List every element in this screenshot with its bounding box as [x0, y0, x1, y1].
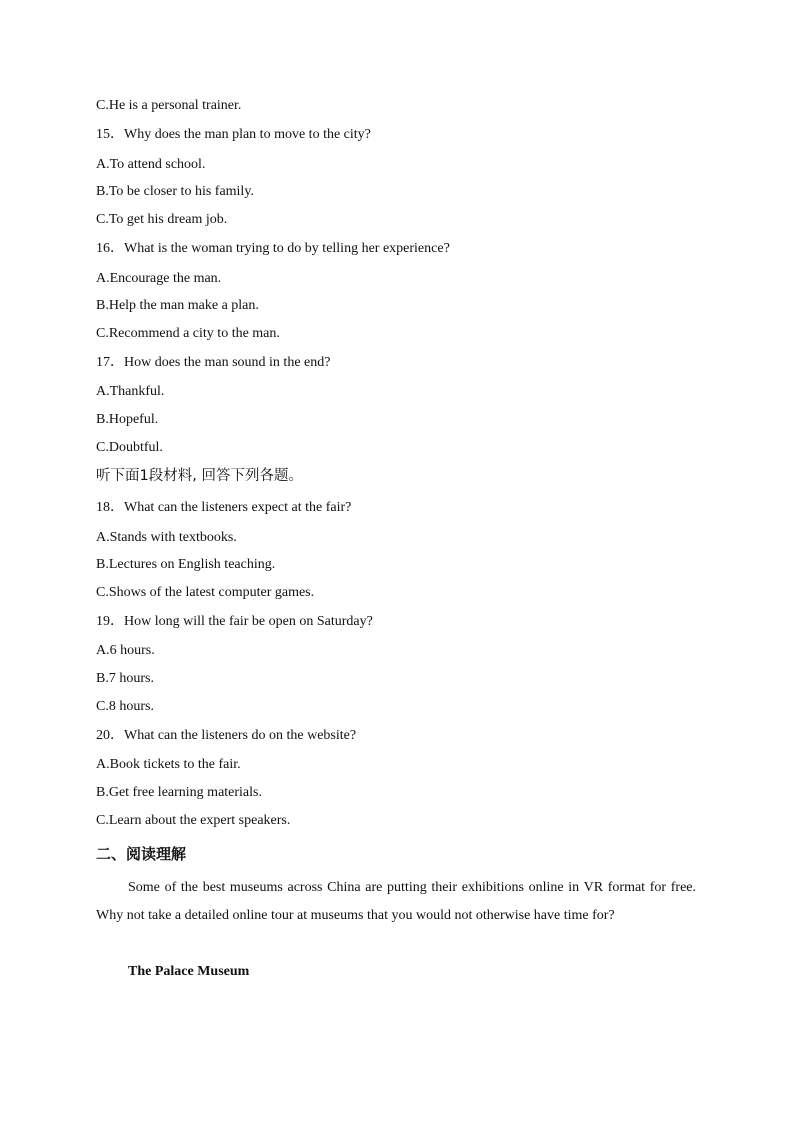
option-18c: C.Shows of the latest computer games. [96, 585, 315, 600]
question-17: 17．How does the man sound in the end? [96, 355, 331, 370]
section-heading: 二、阅读理解 [96, 845, 187, 863]
option-20b: B.Get free learning materials. [96, 785, 262, 800]
option-15b: B.To be closer to his family. [96, 184, 254, 199]
passage-subtitle: The Palace Museum [128, 964, 250, 979]
option-18b: B.Lectures on English teaching. [96, 557, 276, 572]
option-16a: A.Encourage the man. [96, 271, 222, 286]
listening-instruction: 听下面1段材料, 回答下列各题。 [96, 468, 303, 484]
option-19c: C.8 hours. [96, 699, 154, 714]
question-15: 15．Why does the man plan to move to the city? [96, 127, 371, 142]
option-15c: C.To get his dream job. [96, 212, 228, 227]
question-20: 20．What can the listeners do on the website? [96, 728, 357, 743]
option-20a: A.Book tickets to the fair. [96, 757, 241, 772]
option-19b: B.7 hours. [96, 671, 154, 686]
option-17c: C.Doubtful. [96, 440, 163, 455]
option-16c: C.Recommend a city to the man. [96, 326, 280, 341]
option-20c: C.Learn about the expert speakers. [96, 813, 291, 828]
passage-intro: Some of the best museums across China are putting their exhibitions online in VR format for free. Why not take a detailed online tour at museums that you would not otherwise have time for? [96, 880, 696, 923]
option-16b: B.Help the man make a plan. [96, 298, 259, 313]
question-19: 19．How long will the fair be open on Saturday? [96, 614, 373, 629]
question-16: 16．What is the woman trying to do by telling her experience? [96, 241, 450, 256]
option-17a: A.Thankful. [96, 384, 165, 399]
option-17b: B.Hopeful. [96, 412, 159, 427]
question-18: 18．What can the listeners expect at the fair? [96, 500, 352, 515]
option-18a: A.Stands with textbooks. [96, 530, 237, 545]
option-15a: A.To attend school. [96, 157, 206, 172]
option-19a: A.6 hours. [96, 643, 155, 658]
option-14c: C.He is a personal trainer. [96, 98, 242, 113]
